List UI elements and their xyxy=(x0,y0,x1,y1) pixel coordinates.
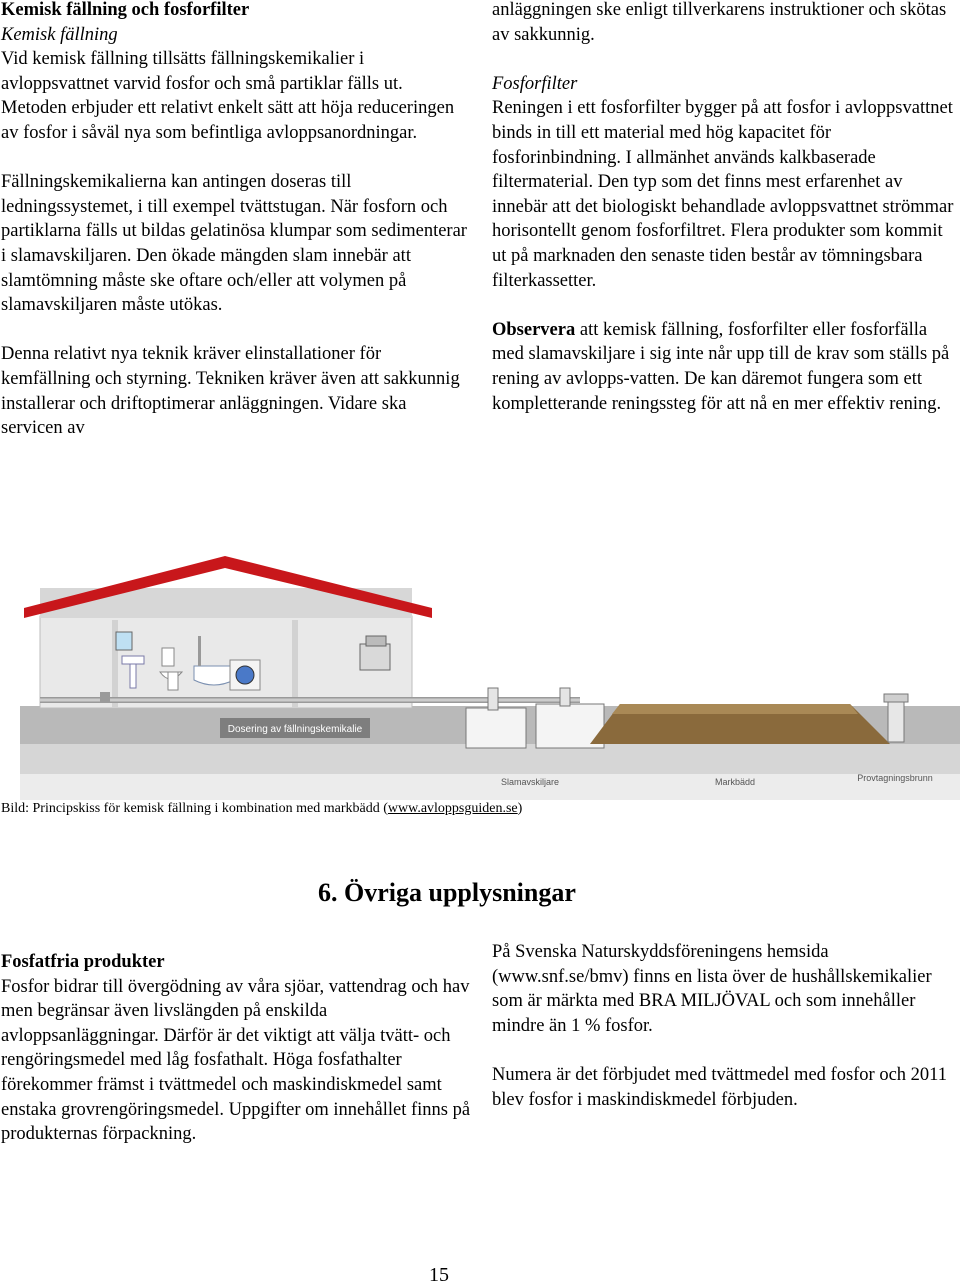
washing-machine-icon xyxy=(230,660,260,690)
paragraph: Denna relativt nya teknik kräver elinstallationer för kemfällning och styrning. Tekniken kräver även att sakkunnig installerar och driftoptimerar anläggningen. Vidare ska servicen av xyxy=(1,344,460,439)
paragraph: Numera är det förbjudet med tvättmedel med fosfor och 2011 blev fosfor i maskindiskmedel förbjuden. xyxy=(492,1064,947,1110)
paragraph: Fällningskemikalierna kan antingen doseras till ledningssystemet, i till exempel tvättstugan. När fosforn och partiklarna fälls ut bildas gelatinösa klumpar som sedimenterar i slamavskiljaren. Den ökade mängden slam innebär att slamtömning måste ske oftare och/eller att volymen på slamavskiljaren måste utökas. xyxy=(1,172,467,316)
paragraph: Reningen i ett fosforfilter bygger på att fosfor i avloppsvattnet binds in till ett material med hög kapacitet för fosforinbindning. I allmänhet används kalkbaserade filtermaterial. Den typ som det finns mest erfarenhet av innebär att det biologiskt behandlade avloppsvattnet strömmar horisontellt genom fosforfiltret. Flera produkter som kommit ut på marknaden den senaste tiden består av tömningsbara filterkassetter. xyxy=(492,98,954,291)
page-number: 15 xyxy=(429,1264,449,1286)
paragraph: Fosfor bidrar till övergödning av våra sjöar, vattendrag och hav men begränsar även livslängden på enskilda avloppsanläggningar. Därför är det viktigt att välja tvätt- och rengöringsmedel med låg fosfathalt. Höga fosfathalter förekommer främst i tvättmedel och maskindiskmedel samt enstaka grovrengöringsmedel. Uppgifter om innehållet finns på produkternas förpackning. xyxy=(1,976,471,1145)
well-label: Provtagningsbrunn xyxy=(857,773,933,783)
subsection-title-fosforfilter: Fosforfilter xyxy=(492,73,578,94)
bed-label: Markbädd xyxy=(714,777,756,787)
section-title: Kemisk fällning och fosforfilter xyxy=(1,0,250,20)
dosing-label: Dosering av fällningskemikalie xyxy=(227,724,363,735)
system-diagram xyxy=(20,548,960,800)
left-column-top xyxy=(1,0,471,441)
subsection-title-kemisk-fallning: Kemisk fällning xyxy=(1,24,118,45)
paragraph: anläggningen ske enligt tillverkarens instruktioner och skötas av sakkunnig. xyxy=(492,0,947,45)
figure-caption: Bild: Principskiss för kemisk fällning i kombination med markbädd (www.avloppsguiden.se) xyxy=(1,801,523,816)
paragraph: Vid kemisk fällning tillsätts fällningskemikalier i avloppsvattnet varvid fosfor och små partiklar fälls ut. Metoden erbjuder ett relativt enkelt sätt att höja reduceringen av fosfor i såväl nya som befintliga avloppsanordningar. xyxy=(1,49,455,143)
tank-label: Slamavskiljare xyxy=(500,777,560,787)
caption-link[interactable]: www.avloppsguiden.se xyxy=(387,801,518,816)
subsection-title-fosfatfria: Fosfatfria produkter xyxy=(1,952,165,972)
house-wall xyxy=(40,616,412,708)
paragraph: På Svenska Naturskyddsföreningens hemsida (www.snf.se/bmv) finns en lista över de hushållskemikalier som är märkta med BRA MILJÖVAL och som innehåller mindre än 1 % fosfor. xyxy=(492,942,932,1036)
observera-text: att kemisk fällning, fosforfilter eller fosforfälla med slamavskiljare i sig inte når upp till de krav som ställs på rening av avlopps-vatten. De kan däremot fungera som ett kompletterande reningssteg för att nå en mer effektiv rening. xyxy=(492,319,950,414)
left-column-bottom xyxy=(1,950,471,1147)
section-heading: 6. Övriga upplysningar xyxy=(318,878,576,907)
observera-label: Observera xyxy=(492,319,576,340)
right-column-top xyxy=(492,0,960,416)
sampling-well-icon xyxy=(884,694,908,742)
right-column-bottom xyxy=(492,940,952,1112)
paragraph-observera xyxy=(492,318,960,416)
